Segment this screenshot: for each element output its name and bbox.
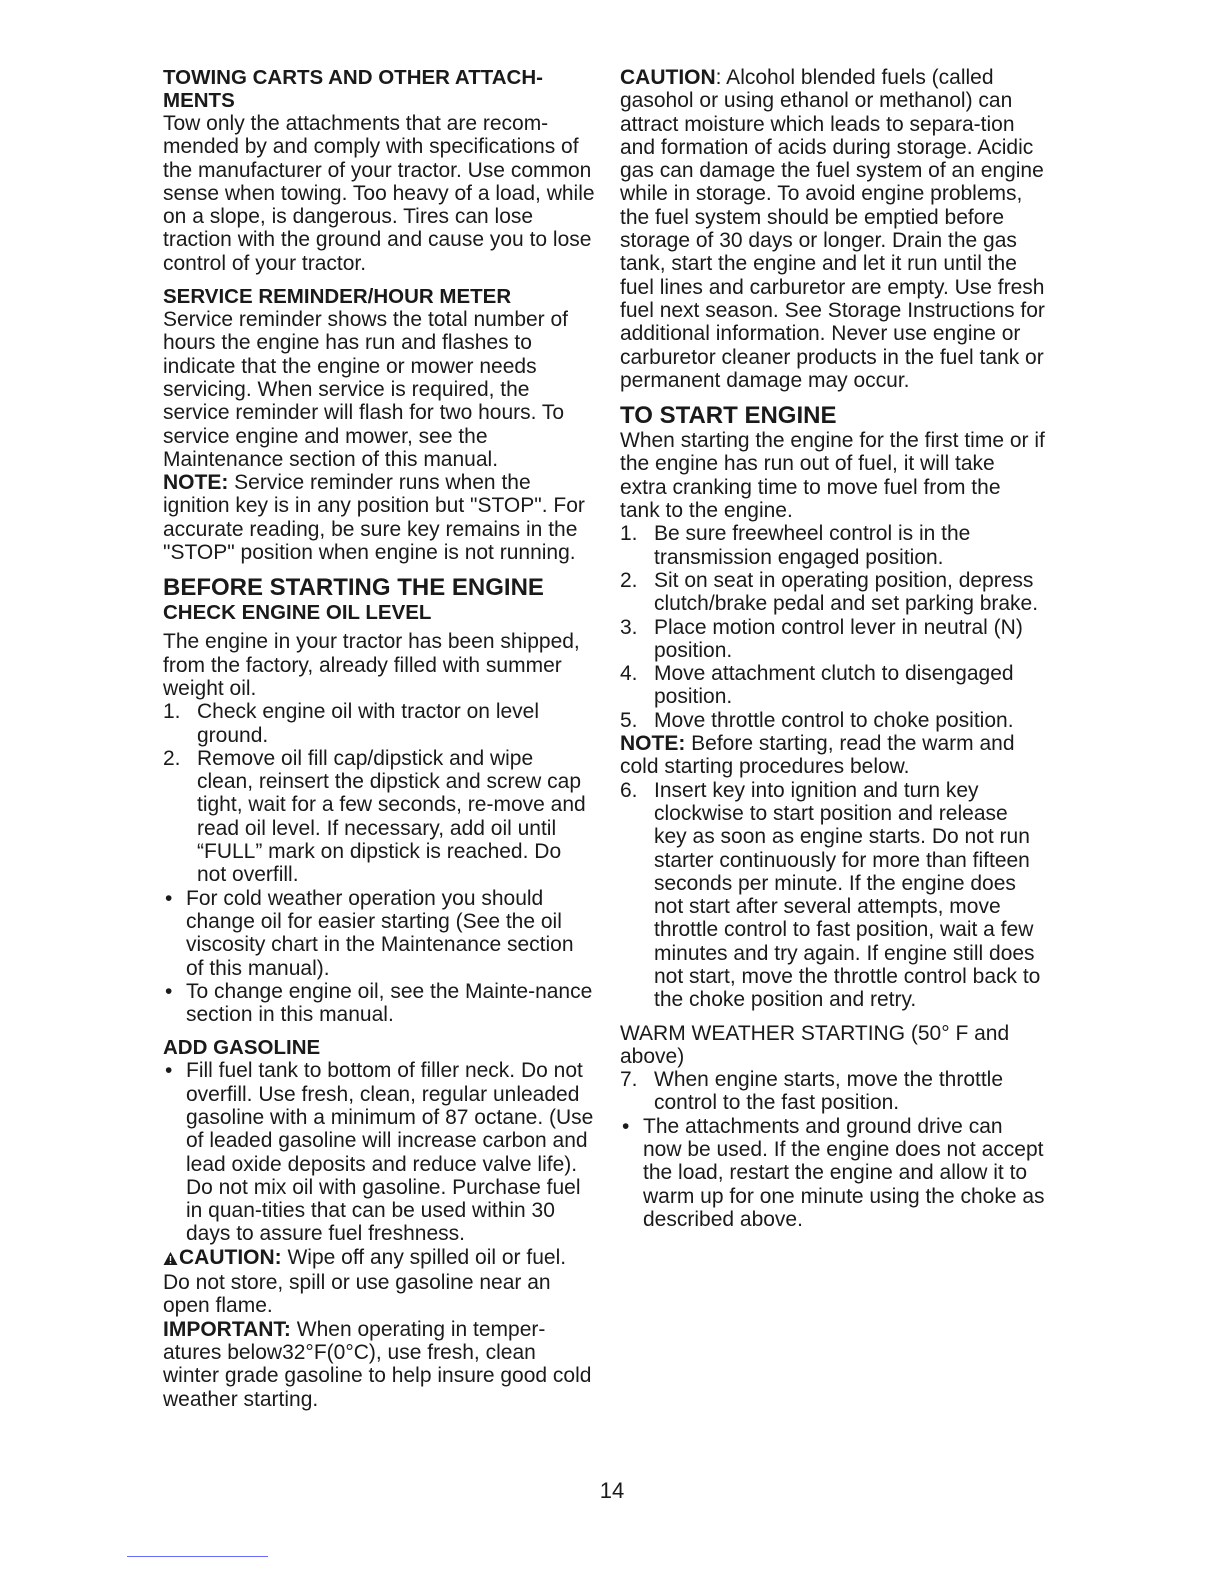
start-steps-list bbox=[620, 522, 1045, 732]
note-text: Before starting, read the warm and cold starting procedures below. bbox=[620, 732, 1015, 779]
step-text: When engine starts, move the throttle control to the fast position. bbox=[654, 1068, 1004, 1115]
gasoline-bullets-list bbox=[163, 1059, 595, 1245]
right-column bbox=[620, 66, 1045, 1231]
oil-steps-list bbox=[163, 700, 595, 886]
service-heading: SERVICE REMINDER/HOUR METER bbox=[163, 285, 512, 309]
step-number: 2. bbox=[620, 568, 638, 592]
list-item bbox=[620, 616, 1045, 663]
step-six-list bbox=[620, 779, 1045, 1012]
step-number: 4. bbox=[620, 662, 638, 686]
step-number: 7. bbox=[620, 1068, 638, 1092]
note-text: Service reminder runs when the ignition key is in any position but "STOP". For accurate reading, be sure key remains in the "STOP" position when engine is not running. bbox=[163, 471, 585, 565]
step-text: Remove oil fill cap/dipstick and wipe clean, reinsert the dipstick and screw cap tight, wait for a few seconds, re-move and read oil level. If necessary, add oil until “FULL” mark on dipstick is reached. Do not overfill. bbox=[197, 746, 586, 887]
list-item bbox=[620, 1115, 1045, 1231]
note-label: NOTE: bbox=[163, 471, 229, 495]
step-number: 2. bbox=[163, 746, 181, 770]
before-starting-heading: BEFORE STARTING THE ENGINE bbox=[163, 574, 544, 602]
page-number: 14 bbox=[599, 1478, 625, 1503]
important-label: IMPORTANT: bbox=[163, 1317, 291, 1341]
gasoline-heading: ADD GASOLINE bbox=[163, 1036, 321, 1060]
caution-label: CAUTION: bbox=[179, 1245, 282, 1269]
oil-bullets-list bbox=[163, 887, 595, 1027]
step-number: 5. bbox=[620, 708, 638, 732]
important-note bbox=[163, 1318, 595, 1411]
fuel-caution bbox=[620, 66, 1045, 392]
start-engine-heading: TO START ENGINE bbox=[620, 402, 837, 430]
caution-text: Wipe off any spilled oil or fuel. Do not store, spill or use gasoline near an open flame. bbox=[163, 1245, 567, 1318]
bullet-icon: • bbox=[165, 979, 173, 1003]
service-paragraph: Service reminder shows the total number of hours the engine has run and flashes to indicate that the engine or mower needs servicing. When service is required, the service reminder will flash for two hours. To service engine and mower, see the Maintenance section of this manual. bbox=[163, 308, 569, 471]
list-item bbox=[163, 700, 595, 747]
towing-heading: TOWING CARTS AND OTHER ATTACH-MENTS bbox=[163, 66, 543, 112]
list-item bbox=[163, 747, 595, 887]
start-engine-paragraph: When starting the engine for the first time or if the engine has run out of fuel, it will take extra cranking time to move fuel from the tank to the engine. bbox=[620, 429, 1045, 523]
step-number: 6. bbox=[620, 778, 638, 802]
bullet-text: Fill fuel tank to bottom of filler neck. Do not overfill. Use fresh, clean, regular unleaded gasoline with a minimum of 87 octane. (Use of leaded gasoline will increase carbon and lead oxide deposits and reduce valve life). Do not mix oil with gasoline. Purchase fuel in quan-tities that can be used within 30 days to assure fuel freshness. bbox=[186, 1059, 594, 1246]
step-number: 3. bbox=[620, 615, 638, 639]
list-item bbox=[620, 1068, 1045, 1115]
bullet-icon: • bbox=[165, 886, 173, 910]
bullet-icon: • bbox=[622, 1114, 630, 1138]
step-text: Be sure freewheel control is in the transmission engaged position. bbox=[654, 522, 971, 569]
step-text: Check engine oil with tractor on level ground. bbox=[197, 700, 540, 747]
left-column bbox=[163, 66, 595, 1411]
list-item bbox=[163, 887, 595, 980]
warm-weather-heading: WARM WEATHER STARTING (50° F and above) bbox=[620, 1021, 1010, 1068]
list-item bbox=[620, 522, 1045, 569]
oil-heading: CHECK ENGINE OIL LEVEL bbox=[163, 601, 432, 625]
bullet-text: The attachments and ground drive can now be used. If the engine does not accept the load, restart the engine and allow it to warm up for one minute using the choke as described above. bbox=[643, 1114, 1045, 1231]
step-text: Sit on seat in operating position, depress clutch/brake pedal and set parking brake. bbox=[654, 568, 1039, 616]
list-item bbox=[163, 1059, 595, 1245]
towing-paragraph: Tow only the attachments that are recom-mended by and comply with specifications of the manufacturer of your tractor. Use common sense when towing. Too heavy of a load, while on a slope, is dangerous. Tires can lose traction with the ground and cause you to lose control of your tractor. bbox=[163, 112, 595, 275]
list-item bbox=[620, 779, 1045, 1012]
step-number: 1. bbox=[620, 522, 638, 546]
service-note bbox=[163, 471, 595, 564]
step-number: 1. bbox=[163, 700, 181, 724]
note-label: NOTE: bbox=[620, 732, 686, 756]
step-text: Insert key into ignition and turn key clockwise to start position and release key as soon as engine starts. Do not run starter continuously for more than fifteen seconds per minute. If the engine does not start after several attempts, move throttle control to fast position, wait a few minutes and try again. If engine still does not start, move the throttle control back to the choke position and retry. bbox=[654, 778, 1041, 1012]
step-text: Move attachment clutch to disengaged position. bbox=[654, 662, 1014, 709]
step-text: Place motion control lever in neutral (N) position. bbox=[654, 615, 1023, 662]
start-note bbox=[620, 732, 1045, 779]
warm-bullets-list bbox=[620, 1115, 1045, 1231]
footer-rule bbox=[127, 1556, 268, 1557]
step-seven-list bbox=[620, 1068, 1045, 1115]
caution-text: : Alcohol blended fuels (called gasohol or using ethanol or methanol) can attract moisture which leads to separa-tion and formation of acids during storage. Acidic gas can damage the fuel system of an engine while in storage. To avoid engine problems, the fuel system should be emptied before storage of 30 days or longer. Drain the gas tank, start the engine and let it run until the fuel lines and carburetor are empty. Use fresh fuel next season. See Storage Instructions for additional information. Never use engine or carburetor cleaner products in the fuel tank or permanent damage may occur. bbox=[620, 66, 1045, 392]
important-text: When operating in temper-atures below32°F(0°C), use fresh, clean winter grade gasoline to help insure good cold weather starting. bbox=[163, 1317, 592, 1411]
gasoline-caution bbox=[163, 1246, 595, 1318]
bullet-text: For cold weather operation you should change oil for easier starting (See the oil viscosity chart in the Maintenance section of this manual). bbox=[186, 886, 574, 980]
warning-triangle-icon bbox=[163, 1248, 178, 1271]
step-text: Move throttle control to choke position. bbox=[654, 708, 1014, 732]
list-item bbox=[163, 980, 595, 1027]
list-item bbox=[620, 709, 1045, 732]
list-item bbox=[620, 662, 1045, 709]
oil-paragraph: The engine in your tractor has been shipped, from the factory, already filled with summer weight oil. bbox=[163, 630, 580, 700]
caution-label: CAUTION bbox=[620, 66, 716, 89]
list-item bbox=[620, 569, 1045, 616]
bullet-text: To change engine oil, see the Mainte-nance section in this manual. bbox=[186, 979, 593, 1027]
bullet-icon: • bbox=[165, 1059, 173, 1083]
